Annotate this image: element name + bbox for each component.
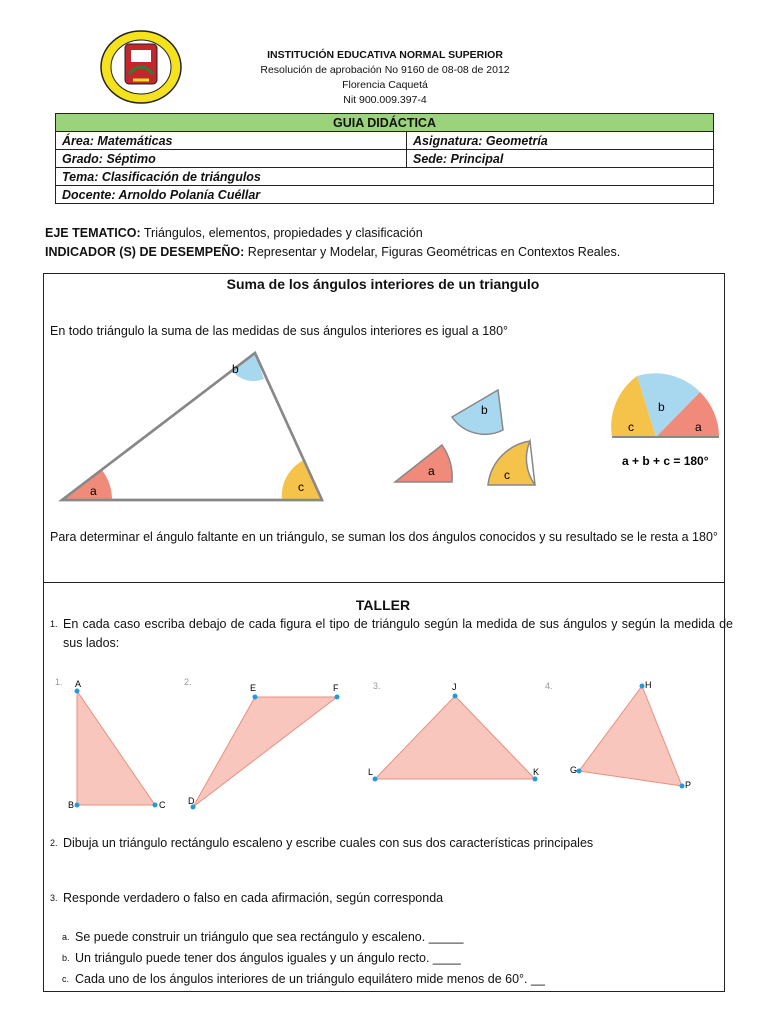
vertex-p: P <box>685 780 692 790</box>
triangle-figures <box>50 675 730 815</box>
label-c-piece: c <box>504 468 510 482</box>
label-b-piece: b <box>481 403 488 417</box>
city-text: Florencia Caquetá <box>342 79 428 91</box>
statement-a-letter: a. <box>62 932 70 942</box>
figure-4-number: 4. <box>545 681 553 691</box>
statement-b <box>62 949 725 968</box>
teacher-cell: Docente: Arnoldo Polanía Cuéllar <box>56 186 714 204</box>
angles-illustration <box>50 345 730 510</box>
vertex-e: E <box>250 683 257 693</box>
eje-text: Triángulos, elementos, propiedades y clasificación <box>140 226 423 240</box>
indicador-text: Representar y Modelar, Figuras Geométricas en Contextos Reales. <box>244 245 621 259</box>
institution-name: INSTITUCIÓN EDUCATIVA NORMAL SUPERIOR <box>267 49 503 61</box>
nit-text: Nit 900.009.397-4 <box>343 94 427 106</box>
angle-sum-formula: a + b + c = 180° <box>622 454 709 468</box>
figure-1-number: 1. <box>55 677 63 687</box>
vertex-k: K <box>533 767 540 777</box>
section-angles-title: Suma de los ángulos interiores de un triangulo <box>226 276 540 292</box>
statement-c-text: Cada uno de los ángulos interiores de un triángulo equilátero mide menos de 60°. __ <box>75 972 545 986</box>
area-cell: Área: Matemáticas <box>56 132 407 150</box>
vertex-a: A <box>75 679 82 689</box>
section-angles-intro: En todo triángulo la suma de las medidas de sus ángulos interiores es igual a 180° <box>50 324 509 338</box>
figure-2-number: 2. <box>184 677 192 687</box>
triangle-efd <box>193 697 337 807</box>
statement-a-text: Se puede construir un triángulo que sea rectángulo y escaleno. _____ <box>75 930 464 944</box>
label-a-semi: a <box>695 420 702 434</box>
question-2-text: Dibuja un triángulo rectángulo escaleno y escribe cuales con sus dos características principales <box>63 836 594 850</box>
vertex-h: H <box>645 680 652 690</box>
triangle-jlk <box>375 696 535 779</box>
topic-cell: Tema: Clasificación de triángulos <box>56 168 714 186</box>
angle-b-piece <box>452 390 503 434</box>
statement-b-letter: b. <box>62 953 70 963</box>
vertex-d: D <box>188 796 195 806</box>
vertex-l: L <box>368 767 374 777</box>
vertex-g: G <box>570 765 578 775</box>
resolution-text: Resolución de aprobación No 9160 de 08-08 de 2012 <box>260 64 510 76</box>
grade-cell: Grado: Séptimo <box>56 150 407 168</box>
question-3 <box>50 889 733 908</box>
label-c-semi: c <box>628 420 634 434</box>
question-3-text: Responde verdadero o falso en cada afirmación, según corresponda <box>63 891 444 905</box>
question-1 <box>50 615 733 653</box>
vertex-j: J <box>452 682 457 692</box>
question-3-number: 3. <box>50 893 58 903</box>
vertex-c: C <box>159 800 166 810</box>
school-logo <box>100 30 182 104</box>
statement-b-text: Un triángulo puede tener dos ángulos iguales y un ángulo recto. ____ <box>75 951 461 965</box>
site-cell: Sede: Principal <box>407 150 714 168</box>
triangle-abc <box>77 691 155 805</box>
guide-info-table <box>55 113 714 204</box>
guide-heading: GUIA DIDÁCTICA <box>56 114 714 132</box>
question-2-number: 2. <box>50 838 58 848</box>
indicador-desempeno <box>45 245 620 259</box>
indicador-label: INDICADOR (S) DE DESEMPEÑO: <box>45 245 245 259</box>
label-c-main: c <box>298 480 304 494</box>
vertex-f: F <box>333 683 339 693</box>
triangle-hgp <box>579 686 682 786</box>
statement-a <box>62 928 725 947</box>
missing-angle-note: Para determinar el ángulo faltante en un triángulo, se suman los dos ángulos conocidos y su resultado se le resta a 180° <box>50 530 718 544</box>
question-1-text: En cada caso escriba debajo de cada figura el tipo de triángulo según la medida de sus ángulos y según la medida de sus lados: <box>63 617 733 650</box>
figure-3-number: 3. <box>373 681 381 691</box>
vertex-b: B <box>68 800 75 810</box>
taller-title: TALLER <box>355 597 411 613</box>
label-a-piece: a <box>428 464 435 478</box>
label-b-main: b <box>232 362 239 376</box>
eje-label: EJE TEMATICO: <box>45 226 141 240</box>
question-1-number: 1. <box>50 619 58 629</box>
statement-c <box>62 970 725 989</box>
statement-c-letter: c. <box>62 974 70 984</box>
eje-tematico <box>45 226 423 240</box>
angle-a-piece <box>395 445 452 482</box>
angle-c-piece <box>488 441 535 485</box>
subject-cell: Asignatura: Geometría <box>407 132 714 150</box>
label-b-semi: b <box>658 400 665 414</box>
label-a-main: a <box>90 484 97 498</box>
question-2 <box>50 834 733 853</box>
